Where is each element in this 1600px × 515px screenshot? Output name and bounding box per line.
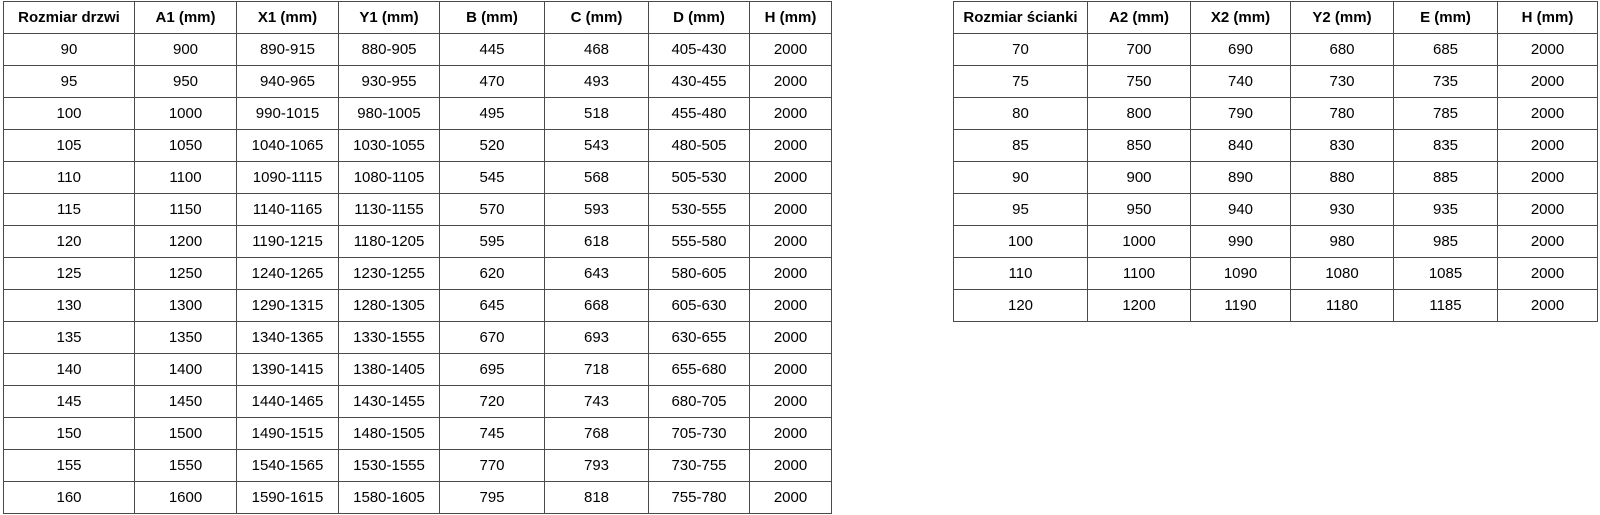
- table-cell: 545: [440, 162, 545, 194]
- table-cell: 818: [545, 482, 649, 514]
- table-cell: 1190-1215: [237, 226, 339, 258]
- table-cell: 1490-1515: [237, 418, 339, 450]
- table-cell: 880: [1291, 162, 1394, 194]
- table-cell: 568: [545, 162, 649, 194]
- table-cell: 1600: [135, 482, 237, 514]
- table-cell: 1040-1065: [237, 130, 339, 162]
- table-cell: 1000: [1088, 226, 1191, 258]
- table-cell: 1000: [135, 98, 237, 130]
- table-cell: 2000: [750, 258, 832, 290]
- table-cell: 445: [440, 34, 545, 66]
- table-cell: 830: [1291, 130, 1394, 162]
- table-cell: 1100: [135, 162, 237, 194]
- table-cell: 543: [545, 130, 649, 162]
- table-cell: 90: [954, 162, 1088, 194]
- table-cell: 100: [4, 98, 135, 130]
- table-cell: 790: [1191, 98, 1291, 130]
- table-cell: 105: [4, 130, 135, 162]
- table-cell: 940-965: [237, 66, 339, 98]
- table-cell: 150: [4, 418, 135, 450]
- table-cell: 900: [1088, 162, 1191, 194]
- table-cell: 145: [4, 386, 135, 418]
- column-header: Y2 (mm): [1291, 2, 1394, 34]
- table-row: [4, 418, 832, 450]
- table-cell: 135: [4, 322, 135, 354]
- table-cell: 718: [545, 354, 649, 386]
- table-row: [954, 162, 1598, 194]
- table-cell: 155: [4, 450, 135, 482]
- table-cell: 1200: [135, 226, 237, 258]
- table-cell: 495: [440, 98, 545, 130]
- table-row: [954, 34, 1598, 66]
- table-row: [4, 290, 832, 322]
- table-cell: 670: [440, 322, 545, 354]
- table-cell: 890: [1191, 162, 1291, 194]
- table-cell: 160: [4, 482, 135, 514]
- table-cell: 140: [4, 354, 135, 386]
- table-row: [4, 322, 832, 354]
- table-row: [4, 98, 832, 130]
- table-cell: 950: [135, 66, 237, 98]
- column-header: A1 (mm): [135, 2, 237, 34]
- table-cell: 1190: [1191, 290, 1291, 322]
- table-cell: 930: [1291, 194, 1394, 226]
- table-cell: 2000: [1498, 290, 1598, 322]
- table-cell: 935: [1394, 194, 1498, 226]
- table-cell: 120: [954, 290, 1088, 322]
- table-cell: 1590-1615: [237, 482, 339, 514]
- table-cell: 468: [545, 34, 649, 66]
- table-cell: 595: [440, 226, 545, 258]
- table-row: [954, 130, 1598, 162]
- table-cell: 110: [954, 258, 1088, 290]
- table-row: [4, 258, 832, 290]
- table-cell: 605-630: [649, 290, 750, 322]
- table-cell: 80: [954, 98, 1088, 130]
- table-cell: 1580-1605: [339, 482, 440, 514]
- table-cell: 835: [1394, 130, 1498, 162]
- table-cell: 980: [1291, 226, 1394, 258]
- table-cell: 1450: [135, 386, 237, 418]
- table-cell: 2000: [750, 386, 832, 418]
- table-cell: 85: [954, 130, 1088, 162]
- table-row: [4, 226, 832, 258]
- table-row: [954, 66, 1598, 98]
- column-header: H (mm): [1498, 2, 1598, 34]
- table-cell: 95: [954, 194, 1088, 226]
- wall-sizes-table: [953, 1, 1598, 322]
- table-cell: 940: [1191, 194, 1291, 226]
- column-header: A2 (mm): [1088, 2, 1191, 34]
- table-cell: 2000: [750, 290, 832, 322]
- column-header: X1 (mm): [237, 2, 339, 34]
- table-cell: 2000: [750, 226, 832, 258]
- table-cell: 115: [4, 194, 135, 226]
- table-cell: 1130-1155: [339, 194, 440, 226]
- table-cell: 1250: [135, 258, 237, 290]
- table-cell: 2000: [1498, 162, 1598, 194]
- table-cell: 2000: [750, 130, 832, 162]
- table-cell: 1100: [1088, 258, 1191, 290]
- table-cell: 1480-1505: [339, 418, 440, 450]
- table-cell: 2000: [1498, 130, 1598, 162]
- table-cell: 900: [135, 34, 237, 66]
- table-cell: 730: [1291, 66, 1394, 98]
- table-cell: 2000: [750, 418, 832, 450]
- table-cell: 990: [1191, 226, 1291, 258]
- table-cell: 1280-1305: [339, 290, 440, 322]
- table-cell: 2000: [1498, 258, 1598, 290]
- table-cell: 768: [545, 418, 649, 450]
- table-row: [954, 226, 1598, 258]
- table-cell: 1400: [135, 354, 237, 386]
- table-cell: 570: [440, 194, 545, 226]
- table-cell: 1390-1415: [237, 354, 339, 386]
- table-cell: 90: [4, 34, 135, 66]
- table-cell: 1330-1555: [339, 322, 440, 354]
- table-cell: 743: [545, 386, 649, 418]
- table-cell: 705-730: [649, 418, 750, 450]
- table-cell: 720: [440, 386, 545, 418]
- table-cell: 793: [545, 450, 649, 482]
- table-cell: 1150: [135, 194, 237, 226]
- header-row: [4, 2, 832, 34]
- table-cell: 405-430: [649, 34, 750, 66]
- table-cell: 480-505: [649, 130, 750, 162]
- table-cell: 518: [545, 98, 649, 130]
- table-cell: 2000: [750, 482, 832, 514]
- table-cell: 2000: [1498, 194, 1598, 226]
- column-header: H (mm): [750, 2, 832, 34]
- table-cell: 685: [1394, 34, 1498, 66]
- table-row: [954, 290, 1598, 322]
- table-cell: 655-680: [649, 354, 750, 386]
- table-cell: 1090-1115: [237, 162, 339, 194]
- table-cell: 1300: [135, 290, 237, 322]
- table-cell: 770: [440, 450, 545, 482]
- table-cell: 1350: [135, 322, 237, 354]
- table-cell: 70: [954, 34, 1088, 66]
- table-cell: 693: [545, 322, 649, 354]
- table-cell: 520: [440, 130, 545, 162]
- table-cell: 1440-1465: [237, 386, 339, 418]
- table-row: [4, 194, 832, 226]
- table-cell: 2000: [750, 194, 832, 226]
- table-cell: 1530-1555: [339, 450, 440, 482]
- column-header: Y1 (mm): [339, 2, 440, 34]
- table-cell: 2000: [750, 34, 832, 66]
- table-cell: 1430-1455: [339, 386, 440, 418]
- table-cell: 1080: [1291, 258, 1394, 290]
- table-cell: 2000: [1498, 34, 1598, 66]
- table-cell: 1500: [135, 418, 237, 450]
- table-cell: 530-555: [649, 194, 750, 226]
- table-cell: 885: [1394, 162, 1498, 194]
- table-row: [4, 162, 832, 194]
- table-cell: 1140-1165: [237, 194, 339, 226]
- table-cell: 950: [1088, 194, 1191, 226]
- table-cell: 730-755: [649, 450, 750, 482]
- table-cell: 470: [440, 66, 545, 98]
- table-cell: 1340-1365: [237, 322, 339, 354]
- table-cell: 505-530: [649, 162, 750, 194]
- table-cell: 850: [1088, 130, 1191, 162]
- table-cell: 618: [545, 226, 649, 258]
- table-cell: 2000: [1498, 66, 1598, 98]
- table-cell: 1050: [135, 130, 237, 162]
- table-cell: 680: [1291, 34, 1394, 66]
- table-cell: 985: [1394, 226, 1498, 258]
- table-cell: 110: [4, 162, 135, 194]
- table-cell: 1085: [1394, 258, 1498, 290]
- table-cell: 695: [440, 354, 545, 386]
- table-row: [954, 194, 1598, 226]
- table-cell: 630-655: [649, 322, 750, 354]
- table-cell: 700: [1088, 34, 1191, 66]
- table-cell: 1380-1405: [339, 354, 440, 386]
- table-cell: 755-780: [649, 482, 750, 514]
- column-header: B (mm): [440, 2, 545, 34]
- table-cell: 455-480: [649, 98, 750, 130]
- table-cell: 785: [1394, 98, 1498, 130]
- table-cell: 125: [4, 258, 135, 290]
- table-row: [4, 66, 832, 98]
- table-cell: 1230-1255: [339, 258, 440, 290]
- table-cell: 1290-1315: [237, 290, 339, 322]
- table-cell: 1540-1565: [237, 450, 339, 482]
- table-row: [4, 482, 832, 514]
- table-cell: 980-1005: [339, 98, 440, 130]
- table-cell: 680-705: [649, 386, 750, 418]
- table-cell: 668: [545, 290, 649, 322]
- table-cell: 430-455: [649, 66, 750, 98]
- table-cell: 745: [440, 418, 545, 450]
- table-cell: 780: [1291, 98, 1394, 130]
- table-cell: 840: [1191, 130, 1291, 162]
- table-cell: 2000: [750, 354, 832, 386]
- table-cell: 1030-1055: [339, 130, 440, 162]
- table-cell: 1240-1265: [237, 258, 339, 290]
- table-cell: 555-580: [649, 226, 750, 258]
- table-cell: 120: [4, 226, 135, 258]
- table-cell: 1180-1205: [339, 226, 440, 258]
- table-cell: 750: [1088, 66, 1191, 98]
- table-cell: 95: [4, 66, 135, 98]
- table-cell: 930-955: [339, 66, 440, 98]
- table-cell: 890-915: [237, 34, 339, 66]
- table-cell: 1180: [1291, 290, 1394, 322]
- column-header: C (mm): [545, 2, 649, 34]
- table-cell: 620: [440, 258, 545, 290]
- table-cell: 100: [954, 226, 1088, 258]
- table-row: [4, 354, 832, 386]
- table-cell: 1185: [1394, 290, 1498, 322]
- table-cell: 2000: [750, 450, 832, 482]
- table-cell: 75: [954, 66, 1088, 98]
- table-cell: 2000: [1498, 226, 1598, 258]
- table-cell: 643: [545, 258, 649, 290]
- column-header: Rozmiar drzwi: [4, 2, 135, 34]
- table-cell: 690: [1191, 34, 1291, 66]
- table-cell: 735: [1394, 66, 1498, 98]
- column-header: E (mm): [1394, 2, 1498, 34]
- table-cell: 130: [4, 290, 135, 322]
- table-cell: 2000: [1498, 98, 1598, 130]
- table-cell: 2000: [750, 98, 832, 130]
- door-sizes-table: [3, 1, 832, 514]
- table-row: [4, 386, 832, 418]
- table-cell: 1200: [1088, 290, 1191, 322]
- table-row: [4, 34, 832, 66]
- table-cell: 800: [1088, 98, 1191, 130]
- column-header: X2 (mm): [1191, 2, 1291, 34]
- table-row: [4, 450, 832, 482]
- table-cell: 580-605: [649, 258, 750, 290]
- table-cell: 593: [545, 194, 649, 226]
- table-cell: 2000: [750, 66, 832, 98]
- header-row: [954, 2, 1598, 34]
- table-cell: 990-1015: [237, 98, 339, 130]
- table-cell: 795: [440, 482, 545, 514]
- table-row: [954, 98, 1598, 130]
- column-header: Rozmiar ścianki: [954, 2, 1088, 34]
- table-cell: 2000: [750, 162, 832, 194]
- table-cell: 1090: [1191, 258, 1291, 290]
- table-cell: 645: [440, 290, 545, 322]
- table-cell: 493: [545, 66, 649, 98]
- table-cell: 740: [1191, 66, 1291, 98]
- table-cell: 880-905: [339, 34, 440, 66]
- column-header: D (mm): [649, 2, 750, 34]
- table-cell: 1550: [135, 450, 237, 482]
- table-row: [954, 258, 1598, 290]
- table-cell: 2000: [750, 322, 832, 354]
- table-cell: 1080-1105: [339, 162, 440, 194]
- table-row: [4, 130, 832, 162]
